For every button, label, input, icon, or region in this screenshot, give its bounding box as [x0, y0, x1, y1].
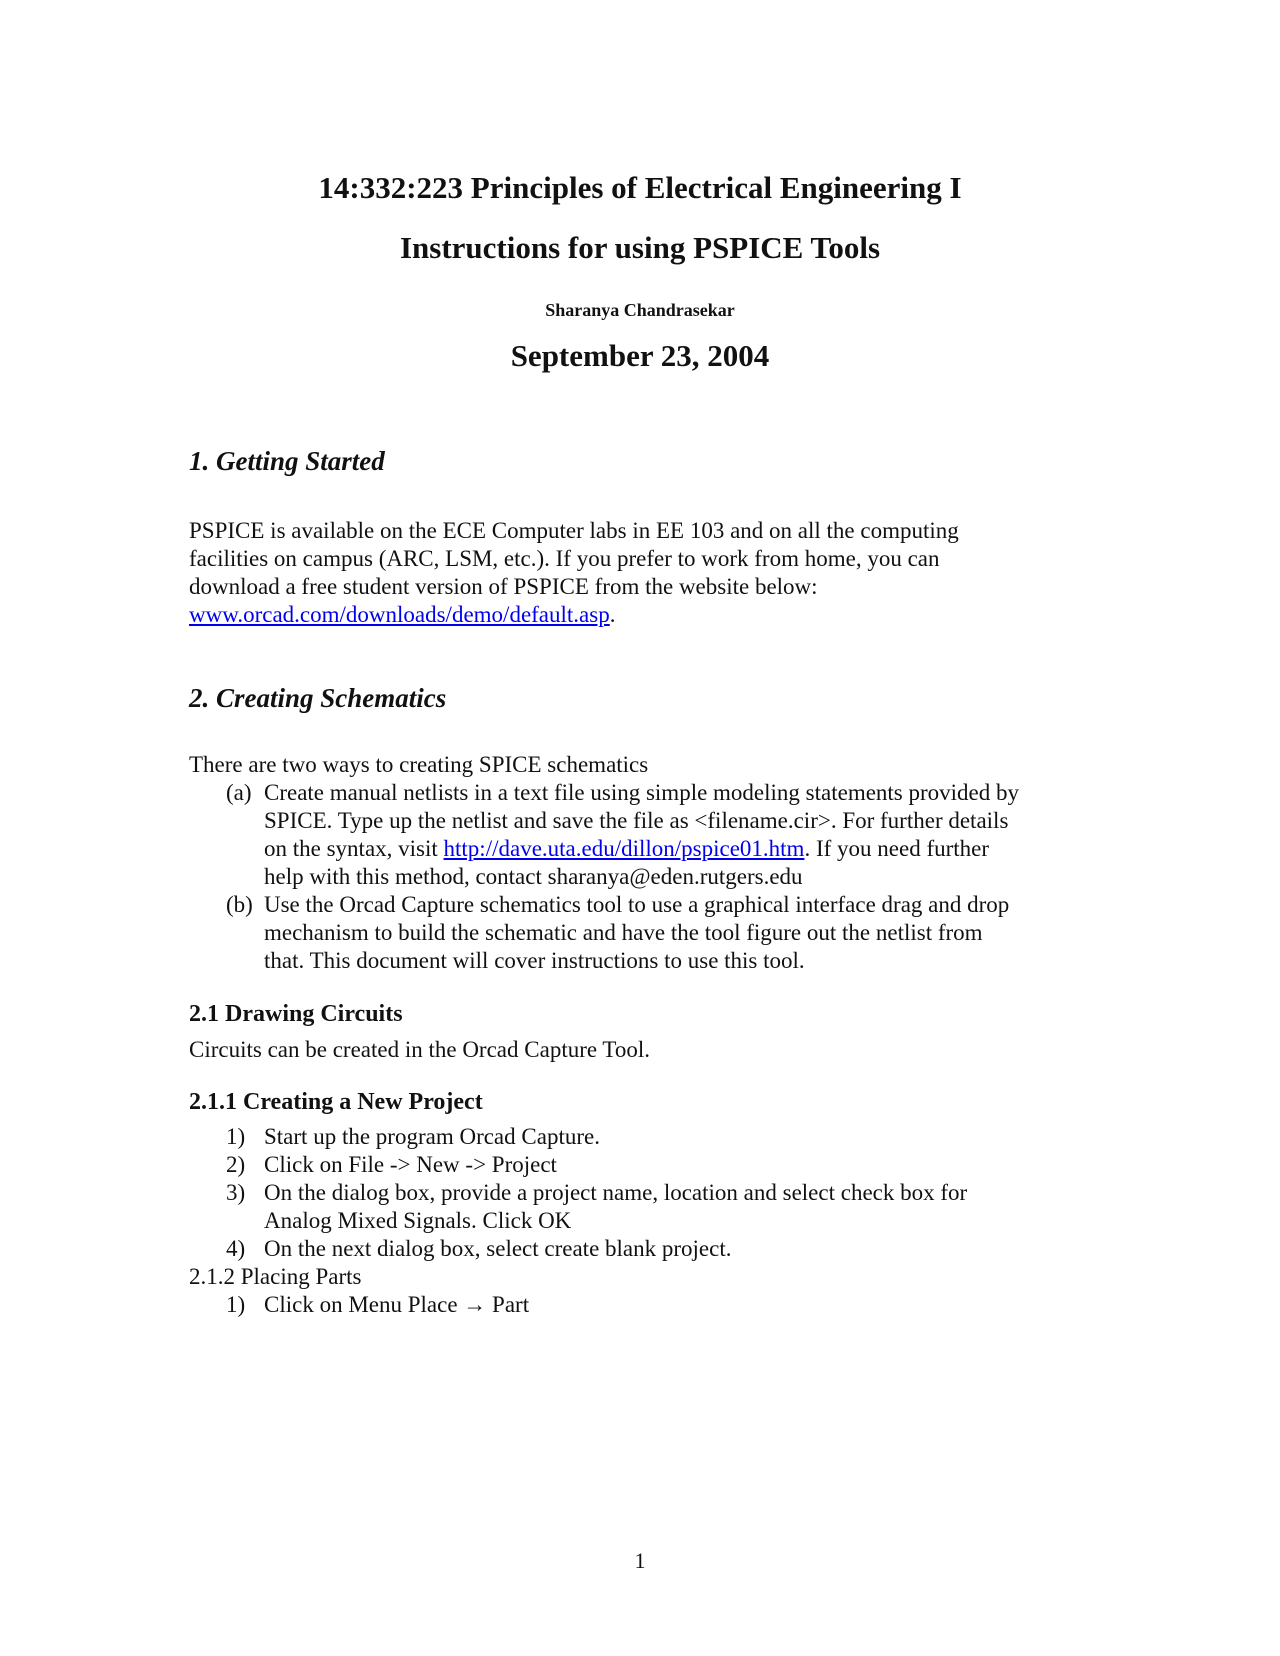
step-text [264, 1292, 529, 1318]
section-intro: There are two ways to creating SPICE schematics [189, 752, 649, 777]
page-number: 1 [634, 1548, 646, 1573]
syntax-text: on the syntax, visit [264, 836, 444, 861]
list-item-a-line: help with this method, contact sharanya@eden.rutgers.edu [264, 864, 803, 889]
subsection-text: Circuits can be created in the Orcad Capture Tool. [189, 1037, 650, 1062]
list-marker-a: (a) [226, 780, 252, 805]
step-marker: 1) [226, 1124, 246, 1149]
step-text-after: Part [486, 1292, 530, 1317]
step-text: On the dialog box, provide a project name, location and select check box for [264, 1180, 968, 1205]
right-arrow-icon: → [463, 1292, 487, 1317]
section-heading-creating-schematics: 2. Creating Schematics [189, 683, 447, 713]
syntax-trailing-text: . If you need further [804, 836, 990, 861]
list-item-b-line: mechanism to build the schematic and have the tool figure out the netlist from [264, 920, 983, 945]
course-title: 14:332:223 Principles of Electrical Engineering I [318, 170, 962, 205]
paragraph-line: PSPICE is available on the ECE Computer labs in EE 103 and on all the computing [189, 518, 959, 543]
step-marker: 1) [226, 1292, 246, 1317]
subsection-heading-new-project: 2.1.1 Creating a New Project [189, 1089, 483, 1115]
pspice-syntax-link[interactable]: http://dave.uta.edu/dillon/pspice01.htm [443, 836, 805, 861]
subsection-heading-drawing-circuits: 2.1 Drawing Circuits [189, 1001, 403, 1027]
list-item-b-line: Use the Orcad Capture schematics tool to use a graphical interface drag and drop [264, 892, 1010, 917]
paragraph-line: download a free student version of PSPICE from the website below: [189, 574, 818, 599]
orcad-download-link[interactable]: www.orcad.com/downloads/demo/default.asp [189, 602, 610, 627]
step-marker: 2) [226, 1152, 246, 1177]
list-marker-b: (b) [226, 892, 253, 917]
download-link-line [189, 602, 615, 628]
step-text-before: Click on Menu Place [264, 1292, 464, 1317]
document-title: Instructions for using PSPICE Tools [399, 230, 881, 265]
step-marker: 3) [226, 1180, 246, 1205]
section-heading-getting-started: 1. Getting Started [189, 446, 385, 476]
list-item-a-line: SPICE. Type up the netlist and save the file as <filename.cir>. For further details [264, 808, 1009, 833]
step-marker: 4) [226, 1236, 246, 1261]
step-text: Analog Mixed Signals. Click OK [264, 1208, 572, 1233]
document-date: September 23, 2004 [510, 338, 770, 373]
subsection-heading-placing-parts: 2.1.2 Placing Parts [189, 1264, 362, 1289]
step-text: On the next dialog box, select create blank project. [264, 1236, 732, 1261]
list-item-a-line [264, 836, 989, 862]
author-name: Sharanya Chandrasekar [545, 300, 735, 320]
step-text: Start up the program Orcad Capture. [264, 1124, 600, 1149]
step-text: Click on File -> New -> Project [264, 1152, 557, 1177]
link-trailing-text: . [609, 602, 616, 627]
paragraph-line: facilities on campus (ARC, LSM, etc.). If you prefer to work from home, you can [189, 546, 940, 571]
list-item-b-line: that. This document will cover instructions to use this tool. [264, 948, 805, 973]
list-item-a-line: Create manual netlists in a text file using simple modeling statements provided by [264, 780, 1020, 805]
